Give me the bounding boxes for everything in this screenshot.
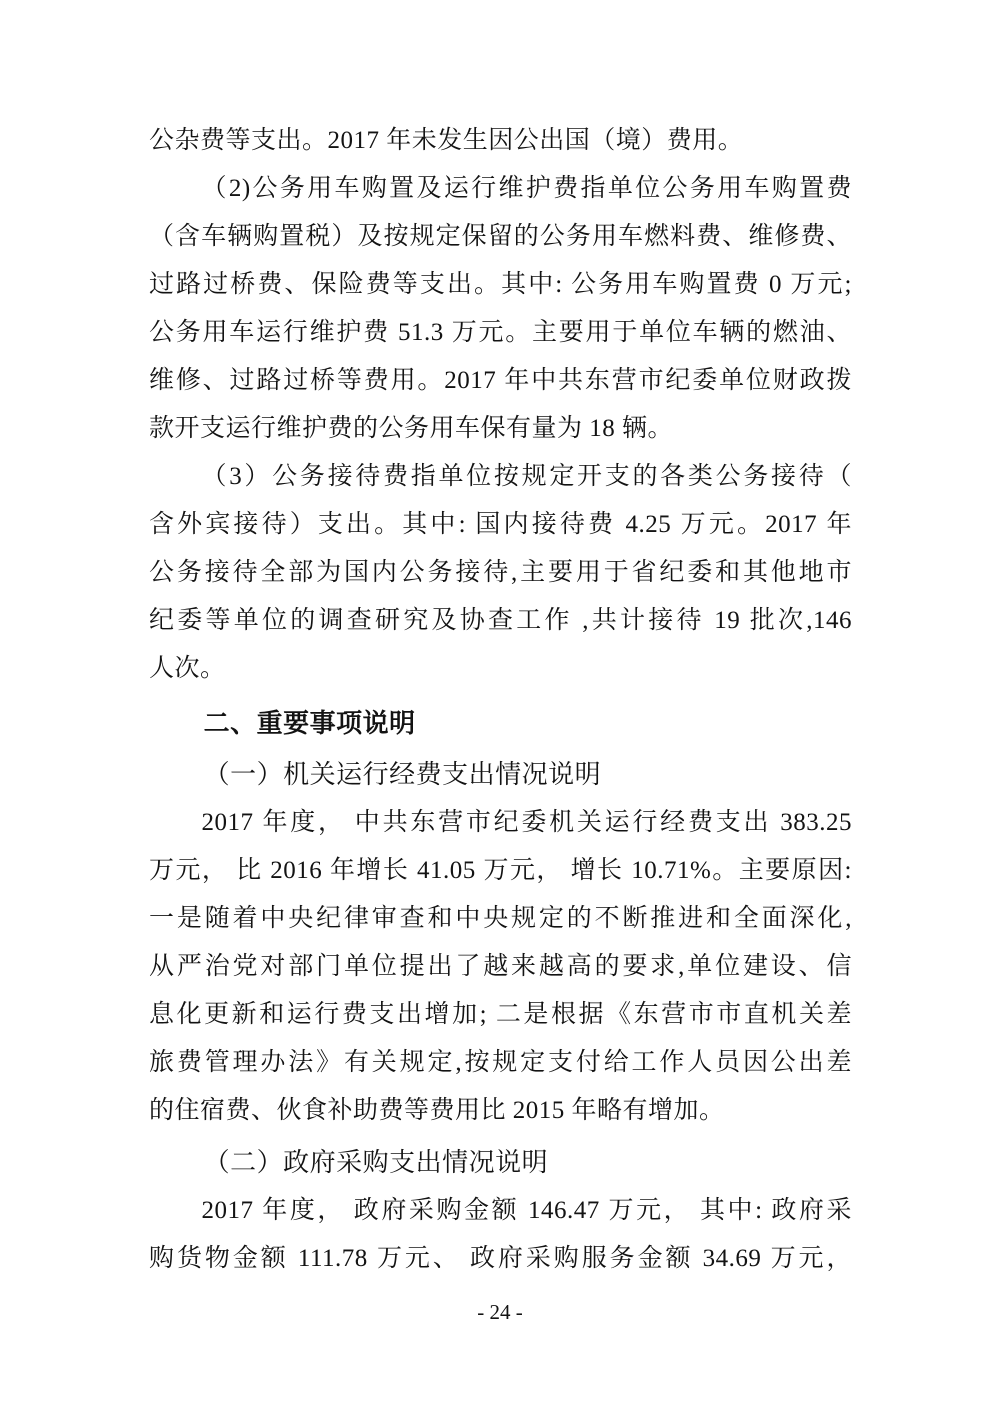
page-number: - 24 -: [477, 1300, 523, 1324]
paragraph-line: 公务接待全部为国内公务接待,主要用于省纪委和其他地市: [149, 559, 852, 586]
paragraph-line: 购货物金额 111.78 万元、 政府采购服务金额 34.69 万元，: [149, 1245, 852, 1272]
paragraph-line: 公务用车运行维护费 51.3 万元。主要用于单位车辆的燃油、: [149, 319, 852, 346]
text-block: [149, 117, 852, 1283]
subsection-heading-2: （二）政府采购支出情况说明: [203, 1148, 549, 1177]
paragraph-line: 的住宿费、伙食补助费等费用比 2015 年略有增加。: [149, 1097, 725, 1124]
subsection-heading-1: （一）机关运行经费支出情况说明: [203, 760, 602, 789]
paragraph-line: 纪委等单位的调查研究及协查工作 ,共计接待 19 批次,146: [149, 607, 852, 634]
paragraph-line: 含外宾接待）支出。其中: 国内接待费 4.25 万元。2017 年: [149, 511, 852, 538]
paragraph-line: （含车辆购置税）及按规定保留的公务用车燃料费、维修费、: [149, 223, 852, 250]
paragraph-line: 公杂费等支出。2017 年未发生因公出国（境）费用。: [149, 127, 744, 154]
paragraph-line: 息化更新和运行费支出增加; 二是根据《东营市市直机关差: [149, 1001, 852, 1028]
section-heading: 二、重要事项说明: [203, 708, 416, 738]
paragraph-line: 一是随着中央纪律审查和中央规定的不断推进和全面深化,: [149, 905, 852, 932]
paragraph-line: 过路过桥费、保险费等支出。其中: 公务用车购置费 0 万元;: [149, 271, 852, 298]
paragraph-line: 旅费管理办法》有关规定,按规定支付给工作人员因公出差: [149, 1049, 852, 1076]
paragraph-line: （2)公务用车购置及运行维护费指单位公务用车购置费: [201, 175, 852, 202]
paragraph-line: 维修、过路过桥等费用。2017 年中共东营市纪委单位财政拨: [149, 367, 852, 394]
paragraph-line: 人次。: [149, 655, 226, 682]
paragraph-line: 从严治党对部门单位提出了越来越高的要求,单位建设、信: [149, 953, 852, 980]
paragraph-line: 万元， 比 2016 年增长 41.05 万元， 增长 10.71%。主要原因:: [149, 857, 852, 884]
paragraph-line: （3）公务接待费指单位按规定开支的各类公务接待（: [201, 463, 852, 490]
paragraph-line: 款开支运行维护费的公务用车保有量为 18 辆。: [149, 415, 674, 442]
paragraph-line: 2017 年度， 政府采购金额 146.47 万元， 其中: 政府采: [201, 1197, 852, 1224]
paragraph-line: 2017 年度， 中共东营市纪委机关运行经费支出 383.25: [201, 809, 852, 836]
